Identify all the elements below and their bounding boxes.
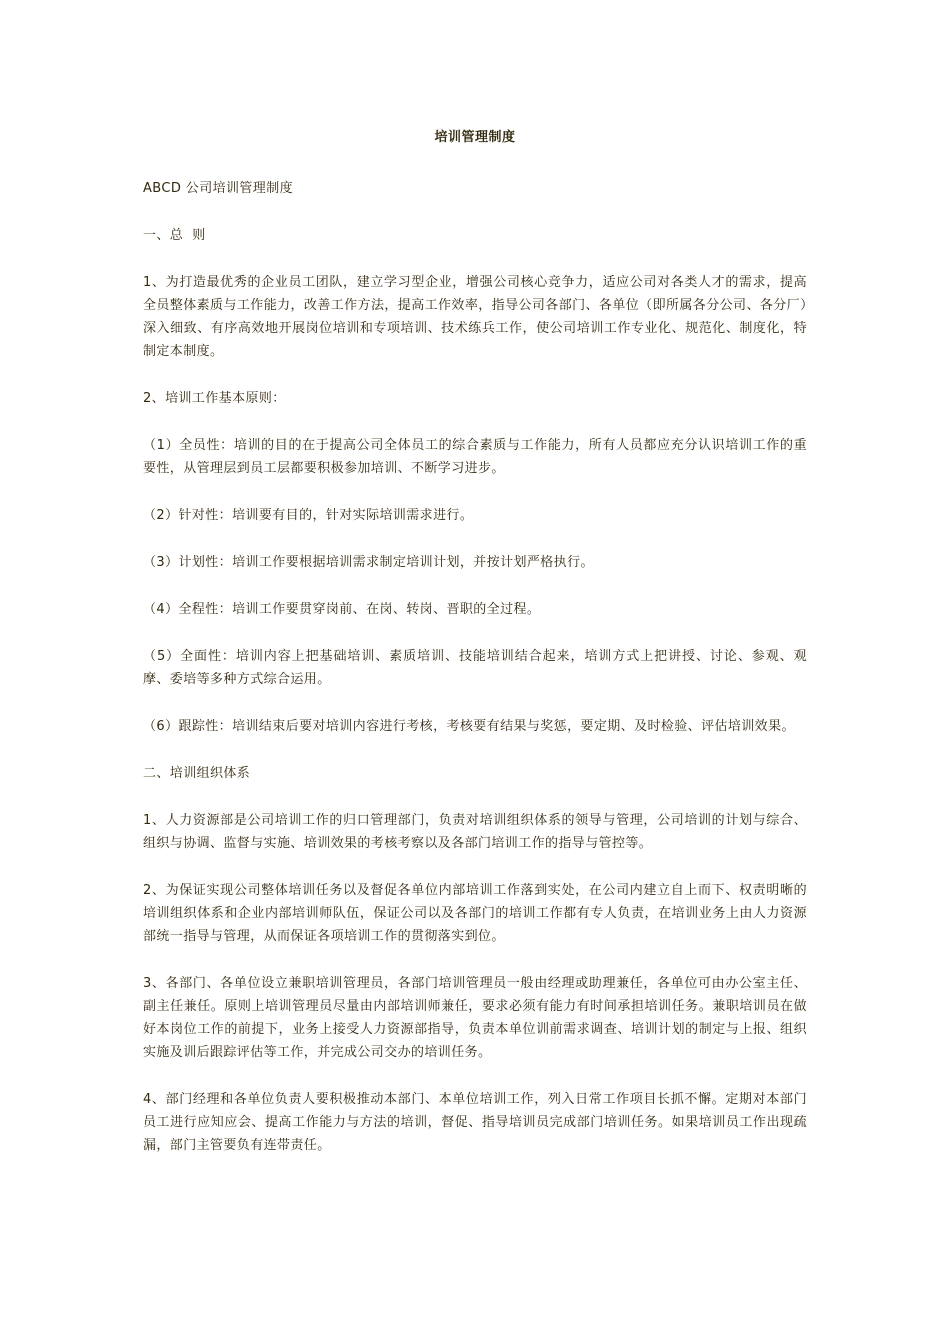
section-1-paragraph-1: 1、为打造最优秀的企业员工团队，建立学习型企业，增强公司核心竞争力，适应公司对各类人才的需求，提高全员整体素质与工作能力，改善工作方法，提高工作效率，指导公司各部门、各单位（即所属各分公司、各分厂）深入细致、有序高效地开展岗位培训和专项培训、技术练兵工作，使公司培训工作专业化、规范化、制度化，特制定本制度。 [143, 275, 807, 359]
principle-1: （1）全员性：培训的目的在于提高公司全体员工的综合素质与工作能力，所有人员都应充分认识培训工作的重要性，从管理层到员工层都要积极参加培训、不断学习进步。 [143, 438, 807, 476]
principle-2: （2）针对性：培训要有目的，针对实际培训需求进行。 [143, 508, 474, 523]
section-2-heading: 二、培训组织体系 [143, 766, 251, 781]
principle-5: （5）全面性：培训内容上把基础培训、素质培训、技能培训结合起来，培训方式上把讲授、讨论、参观、观摩、委培等多种方式综合运用。 [143, 649, 807, 687]
principle-4: （4）全程性：培训工作要贯穿岗前、在岗、转岗、晋职的全过程。 [143, 602, 541, 617]
section-2-paragraph-2: 2、为保证实现公司整体培训任务以及督促各单位内部培训工作落到实处，在公司内建立自上而下、权责明晰的培训组织体系和企业内部培训师队伍，保证公司以及各部门的培训工作都有专人负责，在培训业务上由人力资源部统一指导与管理，从而保证各项培训工作的贯彻落实到位。 [143, 883, 807, 944]
section-1-heading: 一、总 则 [143, 228, 206, 243]
document-title: 培训管理制度 [434, 130, 516, 145]
section-2-paragraph-3: 3、各部门、各单位设立兼职培训管理员，各部门培训管理员一般由经理或助理兼任，各单位可由办公室主任、副主任兼任。原则上培训管理员尽量由内部培训师兼任，要求必须有能力有时间承担培训任务。兼职培训员在做好本岗位工作的前提下，业务上接受人力资源部指导，负责本单位训前需求调查、培训计划的制定与上报、组织实施及训后跟踪评估等工作，并完成公司交办的培训任务。 [143, 976, 807, 1060]
document-page [143, 126, 807, 1181]
principle-3: （3）计划性：培训工作要根据培训需求制定培训计划，并按计划严格执行。 [143, 555, 594, 570]
section-1-paragraph-2: 2、培训工作基本原则： [143, 391, 286, 406]
section-2-paragraph-4: 4、部门经理和各单位负责人要积极推动本部门、本单位培训工作，列入日常工作项目长抓不懈。定期对本部门员工进行应知应会、提高工作能力与方法的培训，督促、指导培训员完成部门培训任务。如果培训员工作出现疏漏，部门主管要负有连带责任。 [143, 1092, 807, 1153]
document-subtitle: ABCD 公司培训管理制度 [143, 181, 294, 196]
principle-6: （6）跟踪性：培训结束后要对培训内容进行考核，考核要有结果与奖惩，要定期、及时检验、评估培训效果。 [143, 719, 795, 734]
section-2-paragraph-1: 1、人力资源部是公司培训工作的归口管理部门，负责对培训组织体系的领导与管理，公司培训的计划与综合、组织与协调、监督与实施、培训效果的考核考察以及各部门培训工作的指导与管控等。 [143, 813, 807, 851]
